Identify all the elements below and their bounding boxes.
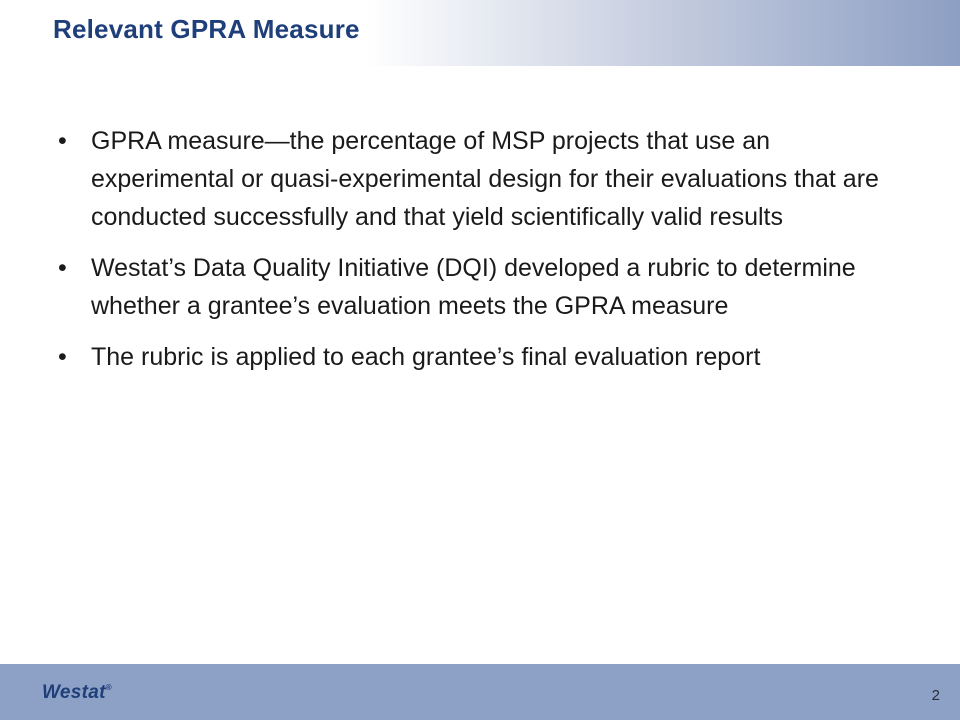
- page-number: 2: [931, 687, 940, 704]
- bullet-text: GPRA measure—the percentage of MSP projects that use an experimental or quasi-experimental design for their evaluations that are conducted successfully and that yield scientifically valid results: [91, 127, 879, 231]
- bullet-list: [58, 122, 888, 389]
- logo-text: Westat: [42, 682, 106, 703]
- bullet-icon: •: [58, 254, 67, 282]
- registered-mark: ®: [105, 683, 112, 692]
- footer-band: [0, 664, 960, 720]
- bullet-icon: •: [58, 343, 67, 371]
- slide-title: Relevant GPRA Measure: [53, 14, 360, 44]
- bullet-text: Westat’s Data Quality Initiative (DQI) developed a rubric to determine whether a grantee’s evaluation meets the GPRA measure: [91, 254, 856, 320]
- bullet-icon: •: [58, 127, 67, 155]
- bullet-item: [58, 122, 888, 236]
- bullet-item: [58, 338, 888, 376]
- bullet-item: [58, 249, 888, 325]
- bullet-text: The rubric is applied to each grantee’s final evaluation report: [91, 343, 761, 371]
- westat-logo: [42, 682, 112, 704]
